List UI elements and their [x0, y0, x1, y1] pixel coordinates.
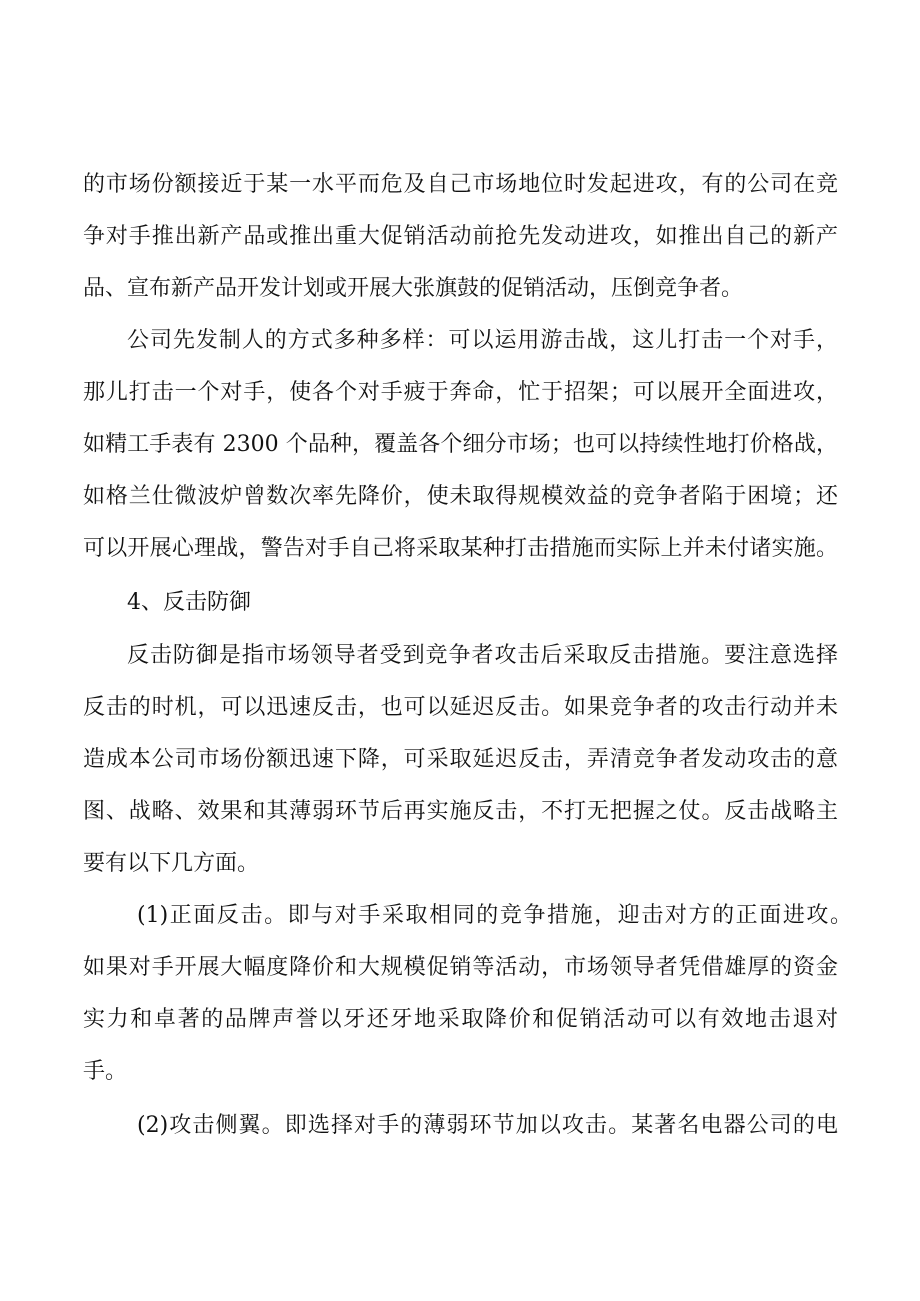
paragraph-line-10: 反击防御是指市场领导者受到竞争者攻击后采取反击措施。要注意选择 [127, 643, 838, 668]
paragraph-line-15: (1)正面反击。即与对手采取相同的竞争措施，迎击对方的正面进攻。 [137, 903, 852, 928]
paragraph-line-2: 争对手推出新产品或推出重大促销活动前抢先发动进攻，如推出自己的新产 [83, 224, 838, 249]
paragraph-line-5: 那儿打击一个对手，使各个对手疲于奔命，忙于招架；可以展开全面进攻， [83, 380, 838, 405]
paragraph-line-18: 手。 [83, 1059, 128, 1084]
paragraph-line-13: 图、战略、效果和其薄弱环节后再实施反击，不打无把握之仗。反击战略主 [83, 799, 838, 824]
paragraph-line-14: 要有以下几方面。 [83, 851, 260, 876]
paragraph-line-17: 实力和卓著的品牌声誉以牙还牙地采取降价和促销活动可以有效地击退对 [83, 1007, 838, 1032]
paragraph-line-1: 的市场份额接近于某一水平而危及自己市场地位时发起进攻，有的公司在竞 [83, 172, 838, 197]
paragraph-line-3: 品、宣布新产品开发计划或开展大张旗鼓的促销活动，压倒竞争者。 [83, 276, 744, 301]
paragraph-line-11: 反击的时机，可以迅速反击，也可以延迟反击。如果竞争者的攻击行动并未 [83, 695, 838, 720]
paragraph-line-8: 可以开展心理战，警告对手自己将采取某种打击措施而实际上并未付诸实施。 [83, 536, 838, 561]
paragraph-line-12: 造成本公司市场份额迅速下降，可采取延迟反击，弄清竞争者发动攻击的意 [83, 747, 838, 772]
paragraph-line-19: (2)攻击侧翼。即选择对手的薄弱环节加以攻击。某著名电器公司的电 [137, 1113, 838, 1138]
paragraph-line-7: 如格兰仕微波炉曾数次率先降价，使未取得规模效益的竞争者陷于困境；还 [83, 484, 838, 509]
paragraph-line-4: 公司先发制人的方式多种多样：可以运用游击战，这儿打击一个对手， [127, 328, 838, 353]
section-heading: 4、反击防御 [127, 590, 251, 615]
paragraph-line-16: 如果对手开展大幅度降价和大规模促销等活动，市场领导者凭借雄厚的资金 [83, 955, 838, 980]
paragraph-line-6: 如精工手表有 2300 个品种，覆盖各个细分市场；也可以持续性地打价格战， [83, 432, 838, 457]
